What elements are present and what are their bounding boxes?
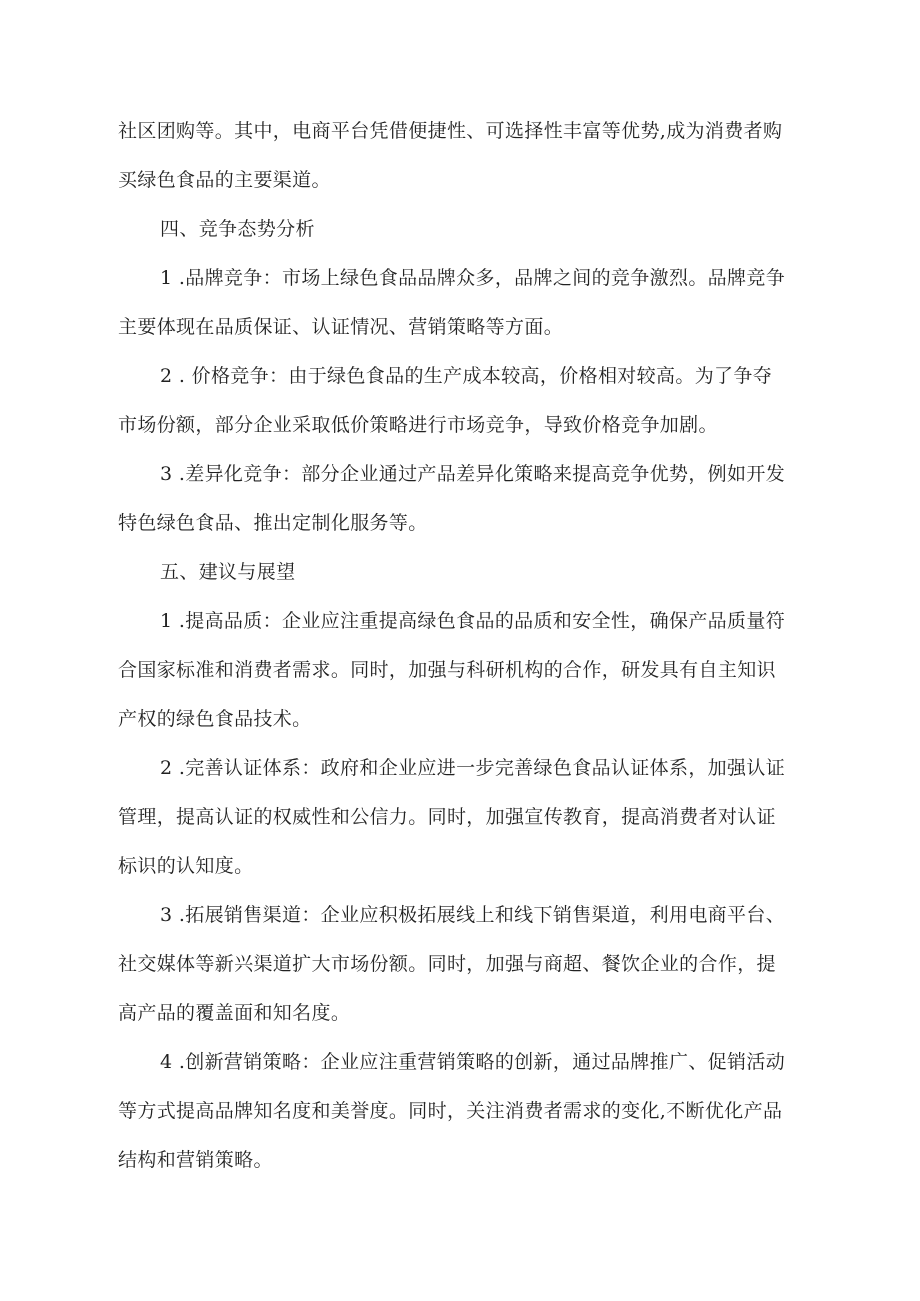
paragraph-line-17: 3 .拓展销售渠道：企业应积极拓展线上和线下销售渠道，利用电商平台、 [160, 904, 786, 926]
paragraph-line-8: 3 .差异化竞争：部分企业通过产品差异化策略来提高竞争优势，例如开发 [160, 463, 786, 485]
paragraph-line-7: 市场份额，部分企业采取低价策略进行市场竞争，导致价格竞争加剧。 [118, 414, 718, 436]
paragraph-line-20: 4 .创新营销策略：企业应注重营销策略的创新，通过品牌推广、促销活动 [160, 1051, 786, 1073]
section-heading-suggestions: 五、建议与展望 [160, 561, 296, 583]
paragraph-line-6: 2 . 价格竞争：由于绿色食品的生产成本较高，价格相对较高。为了争夺 [160, 365, 773, 387]
paragraph-line-11: 1 .提高品质：企业应注重提高绿色食品的品质和安全性，确保产品质量符 [160, 610, 786, 632]
paragraph-line-1: 社区团购等。其中，电商平台凭借便捷性、可选择性丰富等优势,成为消费者购 [118, 120, 783, 142]
paragraph-line-13: 产权的绿色食品技术。 [118, 708, 312, 730]
paragraph-line-18: 社交媒体等新兴渠道扩大市场份额。同时，加强与商超、餐饮企业的合作，提 [118, 953, 776, 975]
paragraph-line-4: 1 .品牌竞争：市场上绿色食品品牌众多，品牌之间的竞争激烈。品牌竞争 [160, 267, 786, 289]
paragraph-line-22: 结构和营销策略。 [118, 1149, 273, 1171]
paragraph-line-5: 主要体现在品质保证、认证情况、营销策略等方面。 [118, 316, 564, 338]
paragraph-line-14: 2 .完善认证体系：政府和企业应进一步完善绿色食品认证体系，加强认证 [160, 757, 786, 779]
section-heading-competition: 四、竞争态势分析 [160, 218, 315, 240]
paragraph-line-21: 等方式提高品牌知名度和美誉度。同时，关注消费者需求的变化,不断优化产品 [118, 1100, 783, 1122]
paragraph-line-12: 合国家标准和消费者需求。同时，加强与科研机构的合作，研发具有自主知识 [118, 659, 776, 681]
paragraph-line-9: 特色绿色食品、推出定制化服务等。 [118, 512, 428, 534]
paragraph-line-2: 买绿色食品的主要渠道。 [118, 169, 331, 191]
paragraph-line-16: 标识的认知度。 [118, 855, 254, 877]
paragraph-line-15: 管理，提高认证的权威性和公信力。同时，加强宣传教育，提高消费者对认证 [118, 806, 776, 828]
paragraph-line-19: 高产品的覆盖面和知名度。 [118, 1002, 351, 1024]
